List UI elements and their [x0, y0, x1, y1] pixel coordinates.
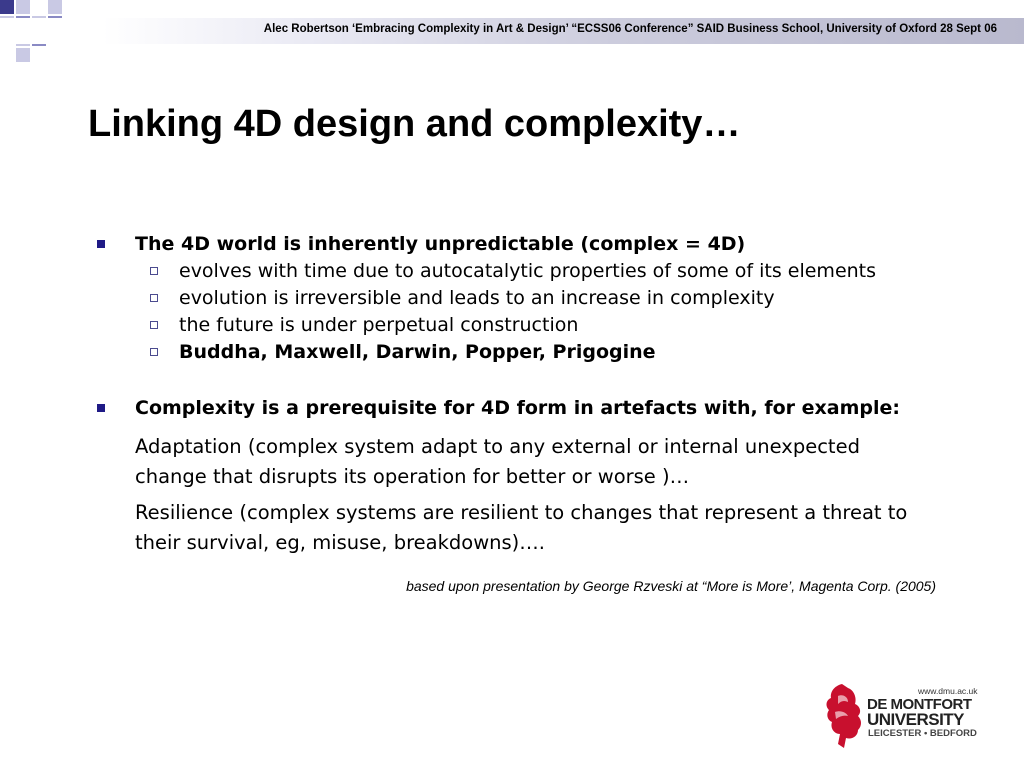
logo-name-line2: UNIVERSITY	[867, 710, 965, 729]
definition-desc: (complex systems are resilient to changes that represent a threat to their survival, eg, misuse, breakdowns)….	[135, 501, 908, 554]
sub-bullet-marker	[150, 294, 158, 302]
bullet-marker	[97, 404, 105, 412]
sub-bullet-marker	[150, 267, 158, 275]
logo-url: www.dmu.ac.uk	[918, 686, 978, 696]
logo-name-line1: DE MONTFORT	[867, 696, 972, 713]
sub-bullet-text: evolves with time due to autocatalytic properties of some of its elements	[179, 260, 877, 282]
lion-crest-icon	[822, 682, 866, 750]
definition-desc: (complex system adapt to any external or internal unexpected change that disrupts its operation for better or worse )…	[135, 435, 860, 488]
university-logo	[822, 680, 982, 750]
sub-bullet-text: evolution is irreversible and leads to an increase in complexity	[179, 287, 775, 309]
definition-term: Resilience	[135, 501, 234, 524]
bullet-marker	[97, 240, 105, 248]
sub-bullet-text: the future is under perpetual construction	[179, 314, 579, 336]
slide-title: Linking 4D design and complexity…	[88, 103, 741, 145]
header-text: Alec Robertson ‘Embracing Complexity in Art & Design’ “ECSS06 Conference” SAID Business School, University of Oxford 28 Sept 06	[263, 23, 997, 35]
citation: based upon presentation by George Rzveski at “More is More’, Magenta Corp. (2005)	[406, 578, 936, 594]
definition-adaptation	[135, 432, 935, 492]
sub-bullet-text: Buddha, Maxwell, Darwin, Popper, Prigogine	[179, 341, 656, 363]
sub-bullet-marker	[150, 348, 158, 356]
definition-resilience	[135, 498, 935, 558]
definition-term: Adaptation	[135, 435, 242, 458]
logo-campuses: LEICESTER • BEDFORD	[868, 728, 977, 739]
bullet-text: The 4D world is inherently unpredictable (complex = 4D)	[135, 233, 746, 255]
sub-bullet-marker	[150, 321, 158, 329]
bullet-text: Complexity is a prerequisite for 4D form in artefacts with, for example:	[135, 397, 901, 419]
